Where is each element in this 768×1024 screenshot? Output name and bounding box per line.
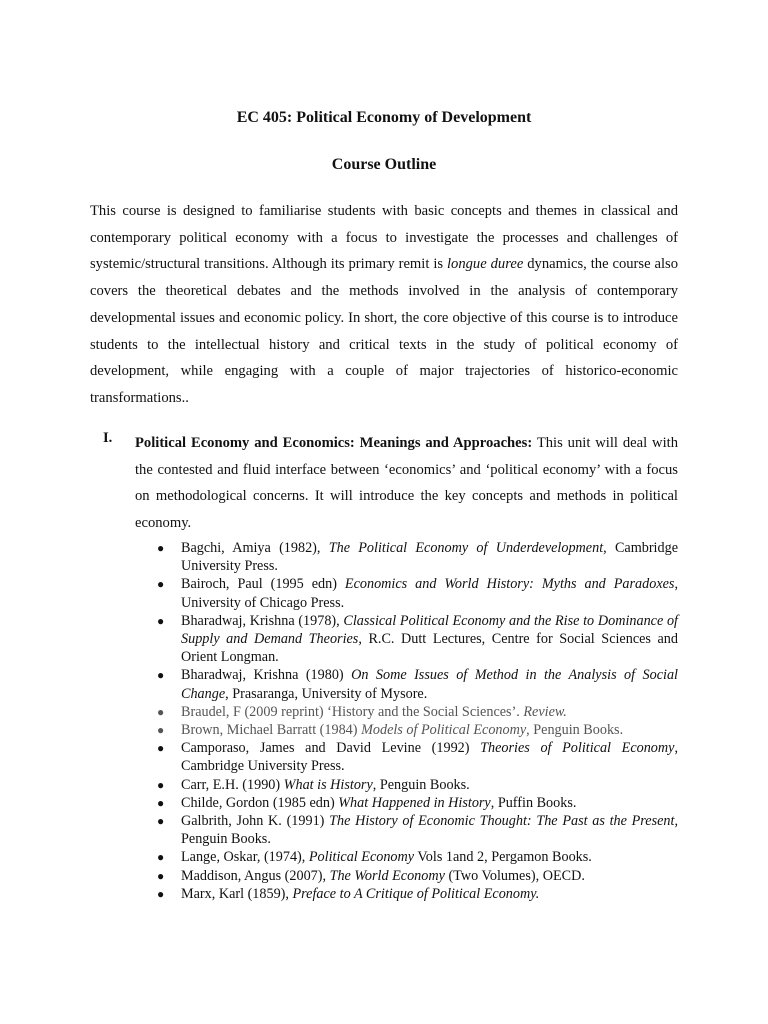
unit-number: I. (103, 430, 113, 446)
reference-item: ● Bagchi, Amiya (1982), The Political Economy of Underdevelopment, Cambridge University Press. (157, 540, 678, 575)
bullet-icon: ● (157, 777, 165, 792)
bullet-icon: ● (157, 741, 165, 756)
reference-item: ● Bharadwaj, Krishna (1978), Classical Political Economy and the Rise to Dominance of Supply and Demand Theories, R.C. Dutt Lectures, Centre for Social Sciences and Orient Longman. (157, 612, 678, 666)
bullet-icon: ● (157, 795, 165, 810)
intro-text-2: dynamics, the course also covers the theoretical debates and the methods involved in the analysis of contemporary developmental issues and economic policy. In short, the core objective of this course is to introduce students to the intellectual history and critical texts in the study of political economy of development, while engaging with a couple of major trajectories of historico-economic transformations.. (90, 256, 678, 406)
intro-emphasis: longue duree (446, 256, 524, 273)
reference-item: ● Bairoch, Paul (1995 edn) Economics and World History: Myths and Paradoxes, University of Chicago Press. (157, 576, 678, 611)
reference-item: ● Braudel, F (2009 reprint) ‘History and the Social Sciences’. Review. (157, 703, 567, 720)
bullet-icon: ● (157, 541, 165, 555)
reference-item: ● Marx, Karl (1859), Preface to A Critique of Political Economy. (157, 885, 540, 902)
unit-description (135, 430, 678, 537)
bullet-icon: ● (157, 886, 165, 901)
reference-item: ● Childe, Gordon (1985 edn) What Happened in History, Puffin Books. (157, 794, 577, 811)
course-outline-heading: Course Outline (331, 156, 437, 173)
reference-item: ● Carr, E.H. (1990) What is History, Penguin Books. (157, 776, 470, 793)
bullet-icon: ● (157, 668, 165, 683)
reference-item: ● Lange, Oskar, (1974), Political Economy Vols 1and 2, Pergamon Books. (157, 849, 592, 866)
bullet-icon: ● (157, 704, 165, 719)
bullet-icon: ● (157, 577, 165, 592)
reference-item: ● Maddison, Angus (2007), The World Economy (Two Volumes), OECD. (157, 867, 585, 884)
bullet-icon: ● (157, 868, 165, 883)
course-title: EC 405: Political Economy of Development (236, 109, 532, 126)
bullet-icon: ● (157, 723, 165, 738)
bullet-icon: ● (157, 814, 165, 829)
intro-paragraph (90, 198, 678, 412)
intro-text-1: This course is designed to familiarise students with basic concepts and themes in classical and contemporary political economy with a focus to investigate the processes and challenges of systemic/structural transitions. Although its primary remit is (90, 203, 678, 273)
reading-list (157, 539, 678, 903)
bullet-icon: ● (157, 850, 165, 865)
reference-item: ● Camporaso, James and David Levine (1992) Theories of Political Economy, Cambridge University Press. (157, 740, 678, 775)
reference-item: ● Bharadwaj, Krishna (1980) On Some Issues of Method in the Analysis of Social Change, Prasaranga, University of Mysore. (157, 667, 678, 702)
bullet-icon: ● (157, 613, 165, 628)
reference-item: ● Galbrith, John K. (1991) The History of Economic Thought: The Past as the Present, Penguin Books. (157, 813, 678, 848)
reference-item: ● Brown, Michael Barratt (1984) Models of Political Economy, Penguin Books. (157, 722, 624, 739)
unit-heading: Political Economy and Economics: Meanings and Approaches: (135, 435, 533, 451)
unit-text: This unit will deal with the contested and fluid interface between ‘economics’ and ‘political economy’ with a focus on methodological concerns. It will introduce the key concepts and methods in political economy. (135, 435, 678, 532)
